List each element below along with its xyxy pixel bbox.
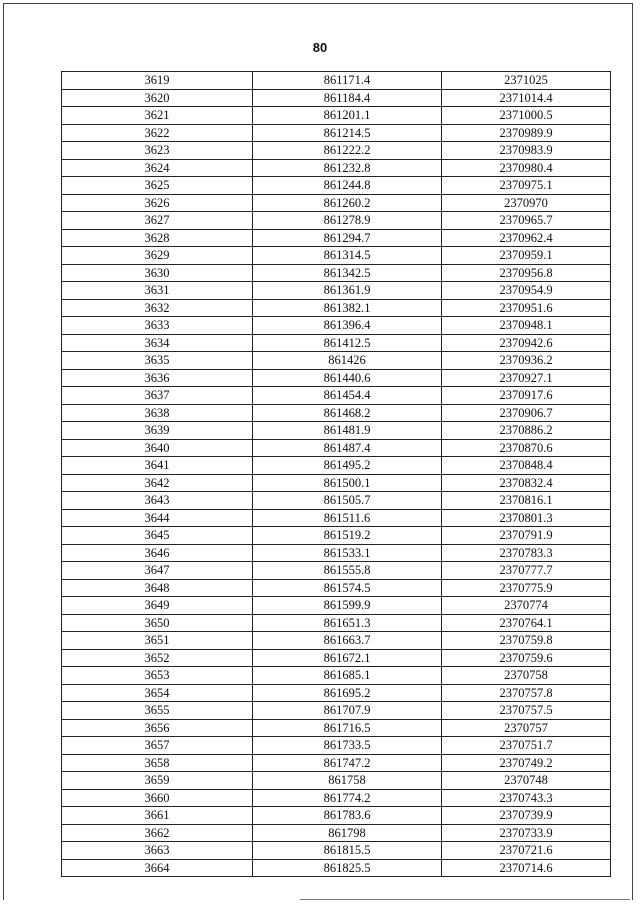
- y-coordinate-cell: 2370983.9: [442, 142, 611, 160]
- table-row: [62, 737, 611, 755]
- point-number-cell: 3645: [62, 527, 253, 545]
- table-row: [62, 457, 611, 475]
- y-coordinate-cell: 2370748: [442, 772, 611, 790]
- x-coordinate-cell: 861222.2: [253, 142, 442, 160]
- page-number: 80: [312, 40, 328, 55]
- table-row: [62, 649, 611, 667]
- x-coordinate-cell: 861260.2: [253, 194, 442, 212]
- x-coordinate-cell: 861599.9: [253, 597, 442, 615]
- point-number-cell: 3646: [62, 544, 253, 562]
- table-row: [62, 842, 611, 860]
- y-coordinate-cell: 2370927.1: [442, 369, 611, 387]
- x-coordinate-cell: 861651.3: [253, 614, 442, 632]
- table-row: [62, 474, 611, 492]
- point-number-cell: 3638: [62, 404, 253, 422]
- table-row: [62, 177, 611, 195]
- x-coordinate-cell: 861382.1: [253, 299, 442, 317]
- x-coordinate-cell: 861511.6: [253, 509, 442, 527]
- x-coordinate-cell: 861184.4: [253, 89, 442, 107]
- bottom-rule: [300, 899, 630, 900]
- x-coordinate-cell: 861758: [253, 772, 442, 790]
- table-row: [62, 334, 611, 352]
- table-row: [62, 579, 611, 597]
- y-coordinate-cell: 2371025: [442, 72, 611, 90]
- point-number-cell: 3629: [62, 247, 253, 265]
- y-coordinate-cell: 2370936.2: [442, 352, 611, 370]
- y-coordinate-cell: 2370965.7: [442, 212, 611, 230]
- point-number-cell: 3633: [62, 317, 253, 335]
- point-number-cell: 3658: [62, 754, 253, 772]
- table-row: [62, 159, 611, 177]
- point-number-cell: 3634: [62, 334, 253, 352]
- x-coordinate-cell: 861278.9: [253, 212, 442, 230]
- x-coordinate-cell: 861468.2: [253, 404, 442, 422]
- y-coordinate-cell: 2370951.6: [442, 299, 611, 317]
- x-coordinate-cell: 861495.2: [253, 457, 442, 475]
- table-row: [62, 597, 611, 615]
- table-row: [62, 754, 611, 772]
- y-coordinate-cell: 2371000.5: [442, 107, 611, 125]
- y-coordinate-cell: 2370848.4: [442, 457, 611, 475]
- x-coordinate-cell: 861733.5: [253, 737, 442, 755]
- point-number-cell: 3630: [62, 264, 253, 282]
- y-coordinate-cell: 2370751.7: [442, 737, 611, 755]
- table-row: [62, 404, 611, 422]
- point-number-cell: 3662: [62, 824, 253, 842]
- table-row: [62, 247, 611, 265]
- y-coordinate-cell: 2370759.8: [442, 632, 611, 650]
- y-coordinate-cell: 2370714.6: [442, 859, 611, 877]
- y-coordinate-cell: 2370948.1: [442, 317, 611, 335]
- y-coordinate-cell: 2370758: [442, 667, 611, 685]
- y-coordinate-cell: 2370764.1: [442, 614, 611, 632]
- x-coordinate-cell: 861747.2: [253, 754, 442, 772]
- point-number-cell: 3641: [62, 457, 253, 475]
- x-coordinate-cell: 861481.9: [253, 422, 442, 440]
- point-number-cell: 3622: [62, 124, 253, 142]
- point-number-cell: 3651: [62, 632, 253, 650]
- y-coordinate-cell: 2371014.4: [442, 89, 611, 107]
- table-row: [62, 684, 611, 702]
- table-row: [62, 719, 611, 737]
- x-coordinate-cell: 861716.5: [253, 719, 442, 737]
- table-row: [62, 299, 611, 317]
- x-coordinate-cell: 861574.5: [253, 579, 442, 597]
- table-row: [62, 264, 611, 282]
- table-row: [62, 702, 611, 720]
- table-row: [62, 89, 611, 107]
- y-coordinate-cell: 2370954.9: [442, 282, 611, 300]
- y-coordinate-cell: 2370959.1: [442, 247, 611, 265]
- y-coordinate-cell: 2370757.5: [442, 702, 611, 720]
- table-row: [62, 789, 611, 807]
- y-coordinate-cell: 2370775.9: [442, 579, 611, 597]
- point-number-cell: 3649: [62, 597, 253, 615]
- x-coordinate-cell: 861707.9: [253, 702, 442, 720]
- y-coordinate-cell: 2370759.6: [442, 649, 611, 667]
- point-number-cell: 3643: [62, 492, 253, 510]
- table-row: [62, 142, 611, 160]
- point-number-cell: 3635: [62, 352, 253, 370]
- y-coordinate-cell: 2370801.3: [442, 509, 611, 527]
- x-coordinate-cell: 861244.8: [253, 177, 442, 195]
- point-number-cell: 3621: [62, 107, 253, 125]
- x-coordinate-cell: 861783.6: [253, 807, 442, 825]
- point-number-cell: 3624: [62, 159, 253, 177]
- table-row: [62, 229, 611, 247]
- x-coordinate-cell: 861663.7: [253, 632, 442, 650]
- x-coordinate-cell: 861500.1: [253, 474, 442, 492]
- x-coordinate-cell: 861774.2: [253, 789, 442, 807]
- x-coordinate-cell: 861201.1: [253, 107, 442, 125]
- x-coordinate-cell: 861314.5: [253, 247, 442, 265]
- point-number-cell: 3619: [62, 72, 253, 90]
- x-coordinate-cell: 861505.7: [253, 492, 442, 510]
- x-coordinate-cell: 861454.4: [253, 387, 442, 405]
- y-coordinate-cell: 2370791.9: [442, 527, 611, 545]
- x-coordinate-cell: 861361.9: [253, 282, 442, 300]
- y-coordinate-cell: 2370721.6: [442, 842, 611, 860]
- point-number-cell: 3642: [62, 474, 253, 492]
- point-number-cell: 3648: [62, 579, 253, 597]
- table-row: [62, 422, 611, 440]
- table-row: [62, 387, 611, 405]
- y-coordinate-cell: 2370942.6: [442, 334, 611, 352]
- y-coordinate-cell: 2370989.9: [442, 124, 611, 142]
- y-coordinate-cell: 2370962.4: [442, 229, 611, 247]
- x-coordinate-cell: 861825.5: [253, 859, 442, 877]
- x-coordinate-cell: 861519.2: [253, 527, 442, 545]
- table-row: [62, 859, 611, 877]
- point-number-cell: 3627: [62, 212, 253, 230]
- x-coordinate-cell: 861426: [253, 352, 442, 370]
- y-coordinate-cell: 2370816.1: [442, 492, 611, 510]
- point-number-cell: 3660: [62, 789, 253, 807]
- y-coordinate-cell: 2370970: [442, 194, 611, 212]
- y-coordinate-cell: 2370733.9: [442, 824, 611, 842]
- table-row: [62, 527, 611, 545]
- point-number-cell: 3631: [62, 282, 253, 300]
- x-coordinate-cell: 861672.1: [253, 649, 442, 667]
- table-row: [62, 632, 611, 650]
- point-number-cell: 3659: [62, 772, 253, 790]
- x-coordinate-cell: 861815.5: [253, 842, 442, 860]
- x-coordinate-cell: 861396.4: [253, 317, 442, 335]
- point-number-cell: 3652: [62, 649, 253, 667]
- table-row: [62, 667, 611, 685]
- y-coordinate-cell: 2370832.4: [442, 474, 611, 492]
- y-coordinate-cell: 2370774: [442, 597, 611, 615]
- x-coordinate-cell: 861695.2: [253, 684, 442, 702]
- y-coordinate-cell: 2370757: [442, 719, 611, 737]
- y-coordinate-cell: 2370886.2: [442, 422, 611, 440]
- y-coordinate-cell: 2370906.7: [442, 404, 611, 422]
- y-coordinate-cell: 2370777.7: [442, 562, 611, 580]
- point-number-cell: 3637: [62, 387, 253, 405]
- point-number-cell: 3663: [62, 842, 253, 860]
- y-coordinate-cell: 2370956.8: [442, 264, 611, 282]
- x-coordinate-cell: 861232.8: [253, 159, 442, 177]
- point-number-cell: 3623: [62, 142, 253, 160]
- x-coordinate-cell: 861533.1: [253, 544, 442, 562]
- point-number-cell: 3639: [62, 422, 253, 440]
- x-coordinate-cell: 861171.4: [253, 72, 442, 90]
- table-row: [62, 369, 611, 387]
- table-row: [62, 544, 611, 562]
- x-coordinate-cell: 861487.4: [253, 439, 442, 457]
- table-row: [62, 212, 611, 230]
- coordinates-table-body: [62, 72, 611, 877]
- table-row: [62, 124, 611, 142]
- point-number-cell: 3661: [62, 807, 253, 825]
- x-coordinate-cell: 861798: [253, 824, 442, 842]
- table-row: [62, 72, 611, 90]
- x-coordinate-cell: 861412.5: [253, 334, 442, 352]
- point-number-cell: 3620: [62, 89, 253, 107]
- point-number-cell: 3640: [62, 439, 253, 457]
- x-coordinate-cell: 861214.5: [253, 124, 442, 142]
- point-number-cell: 3650: [62, 614, 253, 632]
- y-coordinate-cell: 2370739.9: [442, 807, 611, 825]
- y-coordinate-cell: 2370749.2: [442, 754, 611, 772]
- point-number-cell: 3644: [62, 509, 253, 527]
- point-number-cell: 3647: [62, 562, 253, 580]
- y-coordinate-cell: 2370757.8: [442, 684, 611, 702]
- table-row: [62, 824, 611, 842]
- table-row: [62, 562, 611, 580]
- x-coordinate-cell: 861555.8: [253, 562, 442, 580]
- y-coordinate-cell: 2370975.1: [442, 177, 611, 195]
- point-number-cell: 3625: [62, 177, 253, 195]
- point-number-cell: 3636: [62, 369, 253, 387]
- table-row: [62, 492, 611, 510]
- point-number-cell: 3656: [62, 719, 253, 737]
- table-row: [62, 194, 611, 212]
- y-coordinate-cell: 2370870.6: [442, 439, 611, 457]
- table-row: [62, 282, 611, 300]
- point-number-cell: 3653: [62, 667, 253, 685]
- table-row: [62, 439, 611, 457]
- table-row: [62, 317, 611, 335]
- table-row: [62, 614, 611, 632]
- table-row: [62, 509, 611, 527]
- point-number-cell: 3628: [62, 229, 253, 247]
- x-coordinate-cell: 861440.6: [253, 369, 442, 387]
- table-row: [62, 772, 611, 790]
- table-row: [62, 352, 611, 370]
- point-number-cell: 3664: [62, 859, 253, 877]
- point-number-cell: 3654: [62, 684, 253, 702]
- y-coordinate-cell: 2370743.3: [442, 789, 611, 807]
- x-coordinate-cell: 861342.5: [253, 264, 442, 282]
- y-coordinate-cell: 2370917.6: [442, 387, 611, 405]
- x-coordinate-cell: 861685.1: [253, 667, 442, 685]
- y-coordinate-cell: 2370783.3: [442, 544, 611, 562]
- point-number-cell: 3657: [62, 737, 253, 755]
- coordinates-table: [61, 71, 611, 877]
- table-row: [62, 107, 611, 125]
- point-number-cell: 3632: [62, 299, 253, 317]
- point-number-cell: 3655: [62, 702, 253, 720]
- table-row: [62, 807, 611, 825]
- x-coordinate-cell: 861294.7: [253, 229, 442, 247]
- point-number-cell: 3626: [62, 194, 253, 212]
- y-coordinate-cell: 2370980.4: [442, 159, 611, 177]
